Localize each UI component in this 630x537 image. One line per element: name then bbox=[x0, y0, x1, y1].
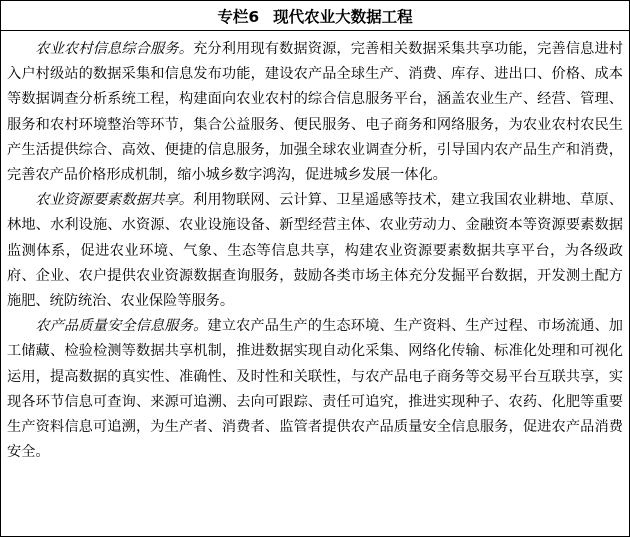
box-label: 专栏6 bbox=[217, 7, 260, 26]
box-title: 现代农业大数据工程 bbox=[273, 7, 413, 26]
section-body: 充分利用现有数据资源，完善相关数据采集共享功能，完善信息进村入户村级站的数据采集和信息发布功能，建设农产品全球生产、消费、库存、进出口、价格、成本等数据调查分析系统工程，构建面向农业农村的综合信息服务平台，涵盖农业生产、经营、管理、服务和农村环境整治等环节，集合公益服务、便民服务、电子商务和网络服务，为农业农村农民生产生活提供综合、高效、便捷的信息服务，加强全球农业调查分析，引导国内农产品生产和消费，完善农产品价格形成机制，缩小城乡数字鸿沟，促进城乡发展一体化。 bbox=[7, 41, 623, 184]
section-lead: 农业资源要素数据共享。 bbox=[35, 192, 194, 209]
section-lead: 农业农村信息综合服务。 bbox=[35, 41, 194, 57]
section-paragraph bbox=[7, 37, 623, 188]
section-paragraph bbox=[7, 188, 623, 314]
box-content bbox=[1, 31, 629, 465]
box-header bbox=[1, 1, 629, 31]
section-body: 利用物联网、云计算、卫星遥感等技术，建立我国农业耕地、草原、林地、水利设施、水资源、农业设施设备、新型经营主体、农业劳动力、金融资本等资源要素数据监测体系，促进农业环境、气象、生态等信息共享，构建农业资源要素数据共享平台，为各级政府、企业、农户提供农业资源数据查询服务，鼓励各类市场主体充分发掘平台数据，开发测土配方施肥、统防统治、农业保险等服务。 bbox=[7, 192, 623, 310]
section-paragraph bbox=[7, 314, 623, 465]
section-body: 建立农产品生产的生态环境、生产资料、生产过程、市场流通、加工储藏、检验检测等数据共享机制，推进数据实现自动化采集、网络化传输、标准化处理和可视化运用，提高数据的真实性、准确性、及时性和关联性，与农产品电子商务等交易平台互联共享，实现各环节信息可查询、来源可追溯、去向可跟踪、责任可追究，推进实现种子、农药、化肥等重要生产资料信息可追溯，为生产者、消费者、监管者提供农产品质量安全信息服务，促进农产品消费安全。 bbox=[7, 318, 623, 461]
section-lead: 农产品质量安全信息服务。 bbox=[35, 318, 208, 335]
